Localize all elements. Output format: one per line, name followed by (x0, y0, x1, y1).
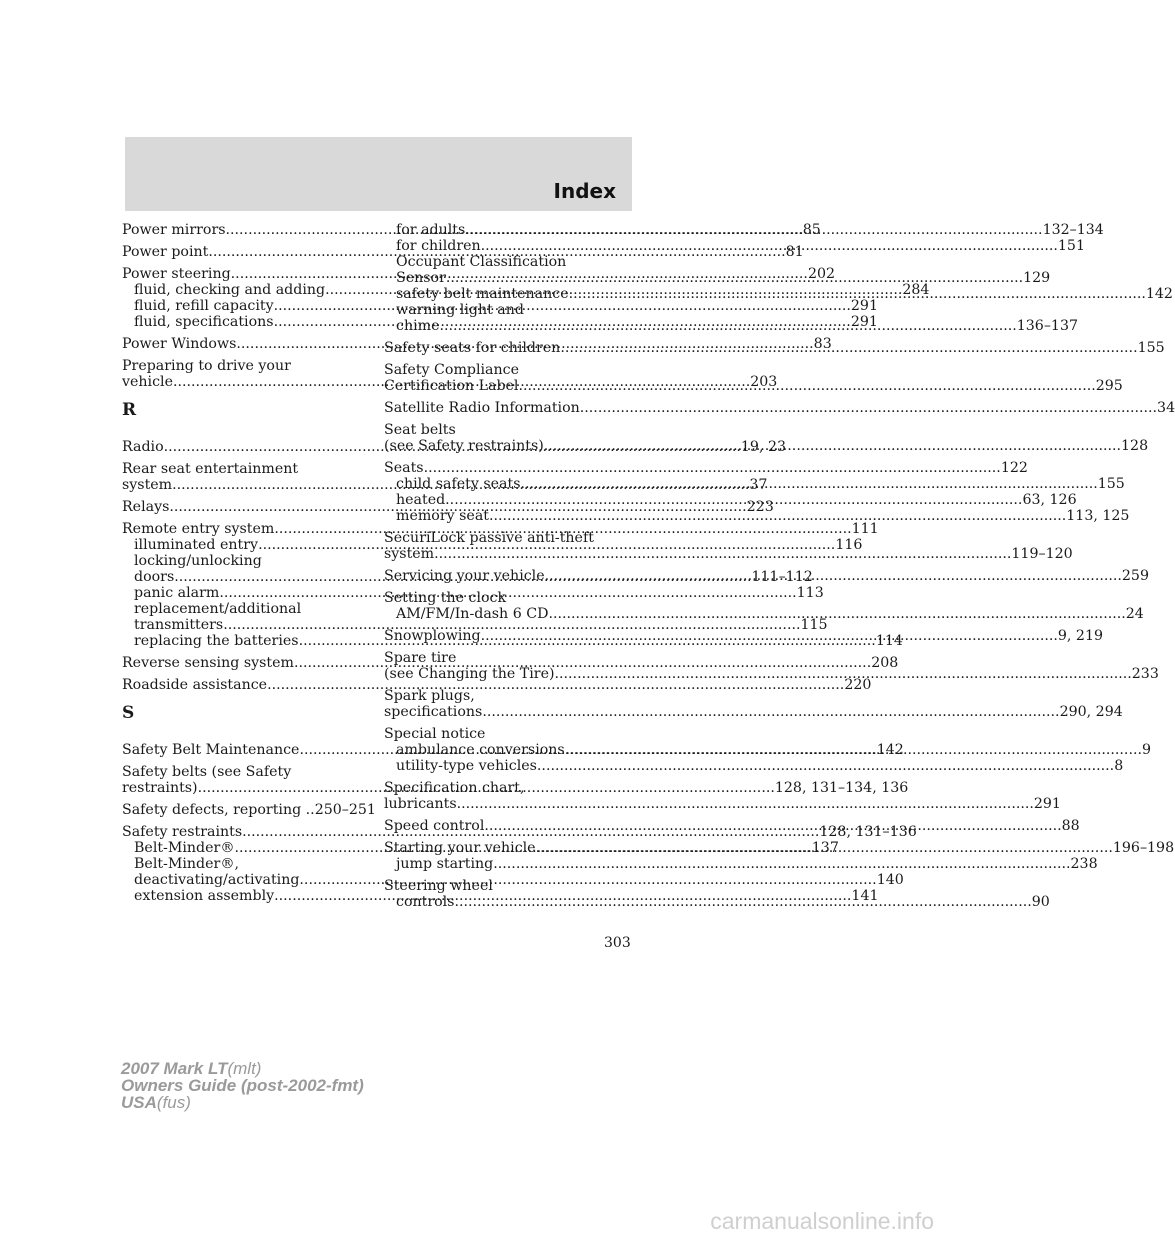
entry-text: Safety belts (see Safety (122, 764, 292, 780)
page-reference: 238 (1070, 856, 1098, 872)
entry-text: SecuriLock passive anti-theft (384, 530, 594, 546)
dot-leader (545, 568, 1122, 584)
page-reference: 250–251 (314, 802, 376, 818)
entry-text: extension assembly (134, 888, 275, 904)
entry-text: Spark plugs, (384, 688, 475, 704)
entry-text: controls (396, 894, 455, 910)
section-letter: R (122, 400, 137, 420)
index-subentry-line (122, 553, 365, 569)
entry-text: illuminated entry (134, 537, 259, 553)
entry-text: Seat belts (384, 422, 456, 438)
page-title: Index (553, 179, 616, 203)
entry-text: Safety Compliance (384, 362, 519, 378)
index-entry (384, 688, 1123, 720)
page-reference: 90 (1031, 894, 1050, 910)
dot-leader (457, 796, 1034, 812)
entry-text: AM/FM/In-dash 6 CD (396, 606, 549, 622)
page-reference: 24 (1125, 606, 1144, 622)
dot-leader (465, 222, 1042, 238)
dot-leader (446, 270, 1023, 286)
entry-text: warning light and (396, 302, 524, 318)
footer-line-3-light: (fus) (156, 1093, 191, 1112)
page-reference: 290, 294 (1059, 704, 1123, 720)
entry-text: (see Safety restraints) (384, 438, 544, 454)
page-reference: 291 (850, 314, 878, 330)
dot-leader (544, 438, 1121, 454)
entry-text: heated (396, 492, 446, 508)
entry-text: restraints) (122, 780, 198, 796)
index-subentry-line (122, 856, 365, 872)
entry-text: Spare tire (384, 650, 457, 666)
index-entry-line (122, 461, 365, 477)
entry-text: Rear seat entertainment (122, 461, 299, 477)
page-reference: 128, 131–134, 136 (774, 780, 909, 796)
entry-text: Safety Belt Maintenance (122, 742, 300, 758)
index-entry-line (384, 796, 1061, 812)
entry-text: memory seat (396, 508, 489, 524)
index-entry-line (384, 650, 631, 666)
page-reference: 141 (851, 888, 879, 904)
page-reference: 85 (802, 222, 821, 238)
index-entry-line (384, 530, 631, 546)
entry-text: Setting the clock (384, 590, 507, 606)
index-entry-line (384, 546, 1073, 562)
footer-line-3-bold: USA (121, 1093, 157, 1112)
entry-text: Power Windows (122, 336, 237, 352)
entry-text: Speed control (384, 818, 485, 834)
page-reference: 132–134 (1042, 222, 1104, 238)
index-subentry-line (122, 601, 365, 617)
dot-leader (482, 704, 1059, 720)
index-entry-line (384, 704, 1123, 720)
page-reference: 203 (750, 374, 778, 390)
entry-text: panic alarm (134, 585, 220, 601)
dot-leader (484, 818, 1061, 834)
page-reference: 114 (875, 633, 903, 649)
entry-text: for adults (396, 222, 466, 238)
entry-text: Steering wheel (384, 878, 493, 894)
footer-line-2-bold: Owners Guide (post-2002-fmt) (121, 1076, 364, 1095)
dot-leader (548, 606, 1125, 622)
page-reference: 136–137 (1016, 318, 1079, 334)
page-reference: 81 (785, 244, 804, 260)
entry-text: child safety seats (396, 476, 521, 492)
footer-line-1-bold: 2007 Mark LT (121, 1059, 228, 1078)
page-reference: 284 (902, 282, 930, 298)
entry-text: locking/unlocking (134, 553, 262, 569)
index-subentry-line (384, 606, 1144, 622)
dot-leader (445, 492, 1022, 508)
page-reference: 9 (1141, 742, 1152, 758)
entry-text: specifications (384, 704, 483, 720)
footer-line-3 (121, 1094, 364, 1111)
page-reference: 63, 126 (1022, 492, 1077, 508)
entry-text: for children (396, 238, 481, 254)
entry-text: Safety seats for children (384, 340, 561, 356)
entry-text: fluid, checking and adding (134, 282, 326, 298)
entry-text: Starting your vehicle (384, 840, 536, 856)
entry-text: jump starting (396, 856, 494, 872)
entry-text: chime (396, 318, 440, 334)
page-reference: 295 (1095, 378, 1123, 394)
page-reference: 196–198 (1112, 840, 1175, 856)
page-reference: 129 (1023, 270, 1051, 286)
entry-text: Seats (384, 460, 424, 476)
page-reference: 34 (1157, 400, 1175, 416)
index-header-bar (125, 137, 632, 211)
page-reference: 113 (796, 585, 824, 601)
index-subentry-line (384, 856, 1098, 872)
dot-leader (439, 318, 1016, 334)
entry-text: Safety restraints (122, 824, 243, 840)
footer-line-1-light: (mlt) (227, 1059, 262, 1078)
page-number: 303 (604, 935, 631, 951)
watermark: carmanualsonline.info (710, 1208, 934, 1234)
section-letter: S (122, 703, 135, 723)
page-reference: 113, 125 (1066, 508, 1130, 524)
entry-text: Relays (122, 499, 170, 515)
page-reference: 88 (1061, 818, 1080, 834)
page-reference: 111–112 (751, 569, 813, 585)
entry-text: Belt-Minder®, (134, 856, 240, 872)
index-entry-line (384, 780, 631, 796)
index-entry-line (384, 362, 631, 378)
entry-text: Servicing your vehicle (384, 568, 545, 584)
page-reference: 19, 23 (740, 439, 787, 455)
entry-text: replacement/additional (134, 601, 302, 617)
page-reference: 202 (807, 266, 836, 282)
entry-text: Special notice (384, 726, 486, 742)
dot-leader (424, 460, 1001, 476)
dot-leader (560, 340, 1137, 356)
entry-text: Satellite Radio Information (384, 400, 580, 416)
index-entry-line (122, 677, 872, 693)
index-entry-line (122, 802, 376, 818)
entry-text: ambulance conversions (396, 742, 565, 758)
page-reference: 137 (811, 840, 839, 856)
page-reference: 151 (1057, 238, 1085, 254)
page-reference: 220 (844, 677, 872, 693)
entry-text: Certification Label (384, 378, 519, 394)
page-reference: 155 (1097, 476, 1125, 492)
entry-text: lubricants (384, 796, 457, 812)
page-reference: 8 (1114, 758, 1124, 774)
entry-text: Belt-Minder® (134, 840, 235, 856)
dot-leader (565, 742, 1142, 758)
entry-text: Specification chart, (384, 780, 525, 796)
page-reference: 37 (749, 477, 768, 493)
page-reference: 291 (850, 298, 878, 314)
dot-leader (481, 628, 1058, 644)
entry-text: Roadside assistance (122, 677, 268, 693)
entry-text: Reverse sensing system (122, 655, 294, 671)
page-reference: 223 (746, 499, 774, 515)
page-reference: 116 (835, 537, 863, 553)
index-entry-line (384, 590, 631, 606)
entry-text: transmitters (134, 617, 224, 633)
page-reference: 83 (813, 336, 832, 352)
entry-text: vehicle (122, 374, 173, 390)
entry-text: system (384, 546, 435, 562)
entry-text: deactivating/activating (134, 872, 300, 888)
page-reference: 208 (871, 655, 899, 671)
index-subentry-line (122, 617, 828, 633)
entry-text: doors (134, 569, 175, 585)
dot-leader (520, 476, 1097, 492)
index-entry-line (384, 688, 631, 704)
entry-text: system (122, 477, 173, 493)
page-reference: 119–120 (1011, 546, 1073, 562)
dot-leader (454, 894, 1031, 910)
index-entry (122, 802, 376, 818)
index-subentry-line (384, 302, 631, 318)
index-subentry-line (384, 758, 1124, 774)
index-entry-line (384, 726, 631, 742)
page-reference: 122 (1000, 460, 1028, 476)
page-reference: 233 (1131, 666, 1159, 682)
entry-text: Sensor (396, 270, 446, 286)
entry-text: Occupant Classification (396, 254, 567, 270)
dot-leader (481, 238, 1058, 254)
entry-text: Safety defects, reporting .. (122, 802, 315, 818)
page-reference: 142 (1145, 286, 1173, 302)
dot-leader (555, 666, 1132, 682)
footer-line-2 (121, 1077, 364, 1094)
dot-leader (536, 840, 1113, 856)
entry-text: fluid, refill capacity (134, 298, 274, 314)
entry-text: (see Changing the Tire) (384, 666, 555, 682)
index-entry-line (384, 422, 631, 438)
page-reference: 128 (1121, 438, 1149, 454)
page-reference: 111 (851, 521, 879, 537)
index-entry-line (384, 460, 1028, 476)
dot-leader (434, 546, 1011, 562)
entry-text: Power mirrors (122, 222, 226, 238)
index-entry-line (384, 666, 1159, 682)
page-reference: 9, 219 (1057, 628, 1104, 644)
dot-leader (580, 400, 1157, 416)
page-reference: 140 (876, 872, 904, 888)
dot-leader (537, 758, 1114, 774)
page-reference: 155 (1137, 340, 1165, 356)
index-entry-line (122, 358, 365, 374)
entry-text: utility-type vehicles (396, 758, 537, 774)
index-entry-line (384, 400, 1175, 416)
footer-imprint (121, 1060, 364, 1111)
entry-text: Power steering (122, 266, 231, 282)
page-reference: 128, 131–136 (819, 824, 917, 840)
index-entry (122, 677, 872, 693)
footer-line-1 (121, 1060, 364, 1077)
index-entry-line (122, 521, 879, 537)
dot-leader (569, 286, 1146, 302)
entry-text: fluid, specifications (134, 314, 274, 330)
index-entry (384, 400, 1175, 416)
page-reference: 259 (1121, 568, 1149, 584)
entry-text: safety belt maintenance (396, 286, 569, 302)
dot-leader (493, 856, 1070, 872)
entry-text: Remote entry system (122, 521, 275, 537)
page-reference: 142 (876, 742, 904, 758)
entry-text: Snowplowing (384, 628, 481, 644)
dot-leader (518, 378, 1095, 394)
entry-text: Power point (122, 244, 209, 260)
index-subentry-line (384, 254, 631, 270)
dot-leader (489, 508, 1066, 524)
page-reference: 291 (1033, 796, 1061, 812)
entry-text: replacing the batteries (134, 633, 299, 649)
index-entry-line (122, 764, 365, 780)
entry-text: Radio (122, 439, 164, 455)
index-entry-line (384, 878, 631, 894)
page-reference: 115 (800, 617, 828, 633)
index-subentry-line (384, 508, 1130, 524)
entry-text: Preparing to drive your (122, 358, 291, 374)
